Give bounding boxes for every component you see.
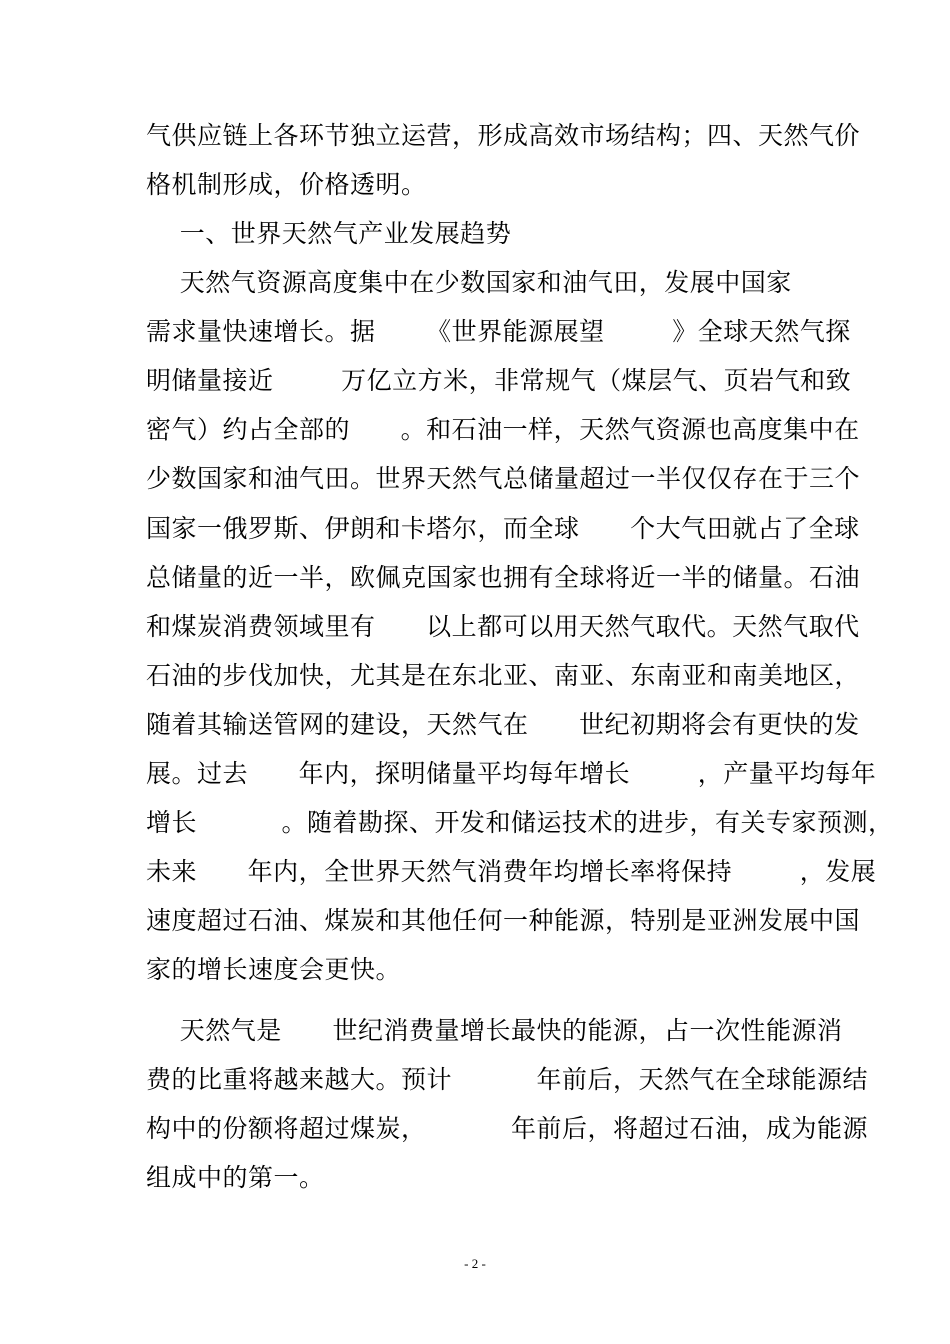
paragraph-line: 需求量快速增长。据 《世界能源展望 》全球天然气探	[146, 317, 851, 346]
paragraph-line: 组成中的第一。	[146, 1163, 325, 1192]
paragraph-line: 随着其输送管网的建设，天然气在 世纪初期将会有更快的发	[146, 710, 860, 739]
paragraph-line: 少数国家和油气田。世界天然气总储量超过一半仅仅存在于三个	[146, 464, 861, 493]
paragraph-line: 格机制形成，价格透明。	[146, 170, 427, 199]
paragraph-line: 费的比重将越来越大。预计 年前后，天然气在全球能源结	[146, 1065, 868, 1094]
paragraph-line: 展。过去 年内，探明储量平均每年增长 ，产量平均每年	[146, 759, 877, 788]
paragraph-line: 未来 年内，全世界天然气消费年均增长率将保持 ，发展	[146, 857, 877, 886]
paragraph-line: 总储量的近一半，欧佩克国家也拥有全球将近一半的储量。石油	[146, 563, 861, 592]
paragraph-line: 明储量接近 万亿立方米，非常规气（煤层气、页岩气和致	[146, 366, 852, 395]
section-heading: 一、世界天然气产业发展趋势	[146, 219, 512, 248]
page-number: - 2 -	[464, 1256, 486, 1271]
paragraph-line: 家的增长速度会更快。	[146, 955, 402, 984]
paragraph-line: 密气）约占全部的 。和石油一样，天然气资源也高度集中在	[146, 415, 860, 444]
paragraph-line: 天然气资源高度集中在少数国家和油气田，发展中国家	[146, 268, 792, 297]
paragraph-line: 国家一俄罗斯、伊朗和卡塔尔，而全球 个大气田就占了全球	[146, 514, 860, 543]
paragraph-line: 和煤炭消费领域里有 以上都可以用天然气取代。天然气取代	[146, 612, 860, 641]
paragraph-line: 速度超过石油、煤炭和其他任何一种能源，特别是亚洲发展中国	[146, 906, 861, 935]
paragraph-line: 石油的步伐加快，尤其是在东北亚、南亚、东南亚和南美地区，	[146, 661, 861, 690]
paragraph-line: 气供应链上各环节独立运营，形成高效市场结构；四、天然气价	[146, 121, 861, 150]
paragraph-line: 增长 。随着勘探、开发和储运技术的进步，有关专家预测，	[146, 808, 894, 837]
paragraph-line: 天然气是 世纪消费量增长最快的能源，占一次性能源消	[146, 1016, 843, 1045]
paragraph-line: 构中的份额将超过煤炭， 年前后，将超过石油，成为能源	[146, 1114, 868, 1143]
